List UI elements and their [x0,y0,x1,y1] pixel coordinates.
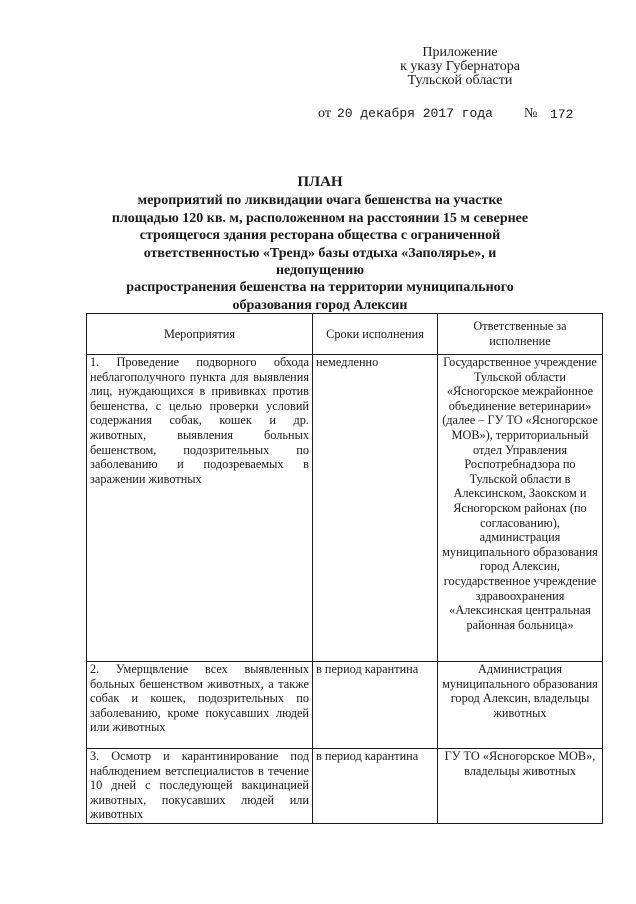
annex-decree-ref: к указу Губернатора [400,59,520,74]
table-header-row [87,314,603,355]
plan-table [86,313,603,824]
plan-subtitle-line: мероприятий по ликвидации очага бешенства на участке [137,193,503,209]
header-responsible: Ответственные за исполнение [438,314,603,355]
decree-number: 172 [550,107,574,122]
header-deadlines: Сроки исполнения [313,314,438,355]
annex-region: Тульской области [407,73,513,88]
activity-cell: 2. Умерщвление всех выявленных больных бешенством животных, а также собак и кошек, подозрительных по заболеванию, кроме покусавших людей или животных [87,662,313,749]
table-row [87,355,603,662]
plan-subtitle-line: площадью 120 кв. м, расположенном на расстоянии 15 м севернее [111,210,529,226]
table-row [87,662,603,749]
decree-number-sign: № [524,106,538,121]
responsible-cell: Администрация муниципального образования город Алексин, владельцы животных [438,662,603,749]
responsible-cell: ГУ ТО «Ясногорское МОВ», владельцы животных [438,749,603,824]
deadline-cell: в период карантина [313,662,438,749]
plan-heading: ПЛАН [297,174,343,190]
decree-line [318,106,578,122]
plan-title-block [100,174,540,314]
plan-subtitle-line: образования город Алексин [232,297,408,313]
plan-subtitle-line: ответственностью «Тренд» базы отдыха «Заполярье», и недопущению [143,245,497,279]
decree-date: 20 декабря 2017 года [336,106,493,121]
annex-block [360,46,560,88]
deadline-cell: немедленно [313,355,438,662]
annex-title: Приложение [422,45,498,60]
decree-from-label: от [318,106,331,121]
activity-cell: 3. Осмотр и карантинирование под наблюдением ветспециалистов в течение 10 дней с последующей вакцинацией животных, покусавших людей или животных [87,749,313,824]
header-activities: Мероприятия [87,314,313,355]
deadline-cell: в период карантина [313,749,438,824]
plan-subtitle-line: строящегося здания ресторана общества с ограниченной [139,228,501,244]
table-row [87,749,603,824]
responsible-cell: Государственное учреждение Тульской области «Ясногорское межрайонное объединение ветеринарии» (далее – ГУ ТО «Ясногорское МОВ»), территориальный отдел Управления Роспотребнадзора по Тульской области в Алексинском, Заокском и Ясногорском районах (по согласованию), администрация муниципального образования город Алексин, государственное учреждение здравоохранения «Алексинская центральная районная больница» [438,355,603,662]
activity-cell: 1. Проведение подворного обхода неблагополучного пункта для выявления лиц, нуждающихся в прививках против бешенства, с целью проверки условий содержания собак, кошек и др. животных, выявления больных бешенством, подозрительных по заболеванию и подозреваемых в заражении животных [87,355,313,662]
plan-subtitle-line: распространения бешенства на территории муниципального [126,280,514,296]
